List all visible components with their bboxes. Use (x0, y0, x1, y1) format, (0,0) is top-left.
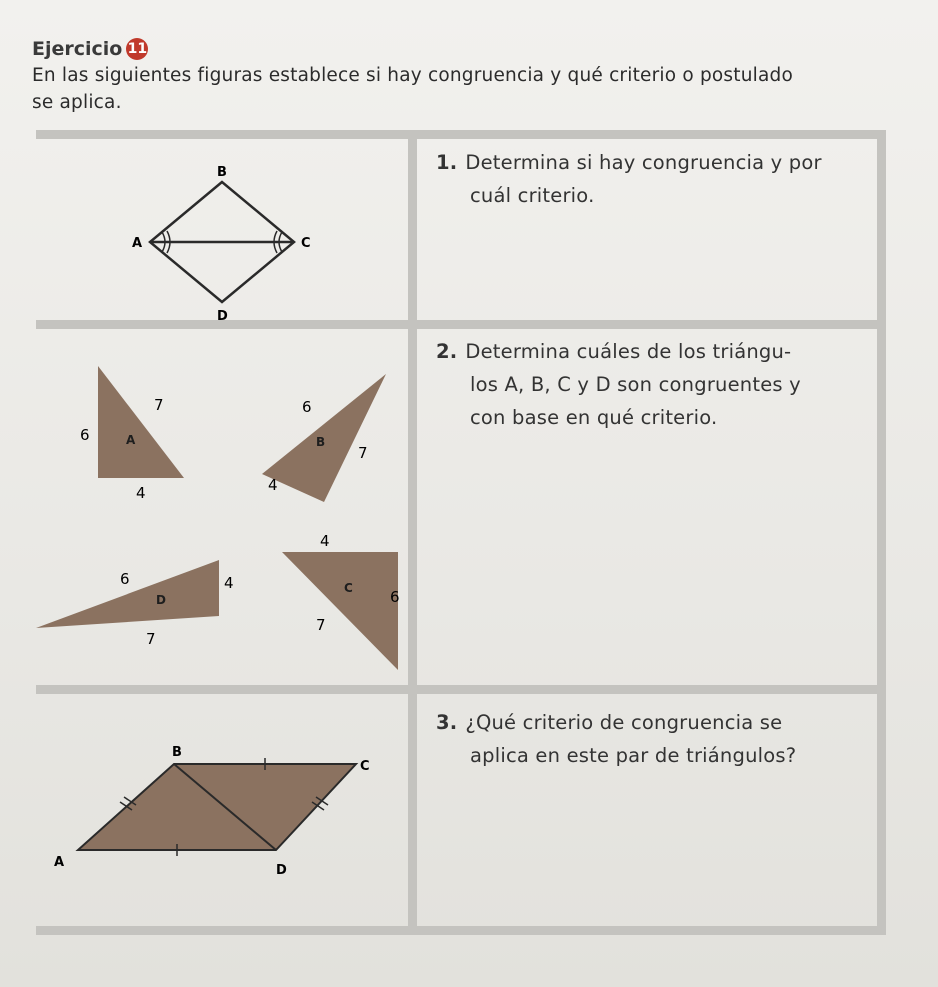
triangle-a-label: A (126, 433, 136, 447)
triangle-a-side-3: 4 (136, 484, 146, 502)
label-b: B (172, 745, 182, 760)
question-3-line-2: aplica en este par de triángulos? (470, 744, 797, 767)
triangle-b-side-2: 7 (358, 444, 368, 462)
exercise-title (32, 38, 912, 60)
question-1 (436, 146, 876, 212)
question-2 (436, 335, 876, 434)
exercise-label: Ejercicio (32, 38, 123, 60)
exercise-grid (36, 130, 886, 935)
label-d: D (276, 863, 287, 878)
triangle-a (98, 366, 184, 478)
grid-line-right (877, 130, 886, 935)
label-d: D (217, 309, 228, 320)
triangle-c-label: C (344, 581, 353, 595)
label-a: A (132, 236, 143, 251)
grid-line-middle (408, 130, 417, 935)
exercise-header (32, 38, 912, 116)
parallelogram (78, 764, 356, 850)
exercise-instruction (32, 62, 912, 116)
question-3-number: 3. (436, 711, 458, 734)
grid-line-row2 (36, 685, 886, 694)
triangle-d-side-3: 7 (146, 630, 156, 648)
question-2-line-2: los A, B, C y D son congruentes y (470, 373, 801, 396)
question-1-line-2: cuál criterio. (470, 184, 595, 207)
question-2-number: 2. (436, 340, 458, 363)
label-a: A (54, 855, 65, 870)
triangle-a-side-1: 7 (154, 396, 164, 414)
question-3-line-1: ¿Qué criterio de congruencia se (465, 711, 783, 734)
triangle-c-side-3: 7 (316, 616, 326, 634)
label-c: C (301, 236, 311, 251)
question-3 (436, 706, 876, 772)
grid-line-row1 (36, 320, 886, 329)
figure-3-parallelogram (36, 740, 406, 920)
triangle-c-side-1: 4 (320, 532, 330, 550)
triangle-a-side-2: 6 (80, 426, 90, 444)
label-c: C (360, 759, 370, 774)
instruction-line-1: En las siguientes figuras establece si hay congruencia y qué criterio o postulado (32, 65, 793, 86)
triangle-c-side-2: 6 (390, 588, 400, 606)
question-2-line-3: con base en qué criterio. (470, 406, 718, 429)
triangle-b-side-1: 6 (302, 398, 312, 416)
triangle-d-label: D (156, 593, 166, 607)
triangle-d-side-1: 6 (120, 570, 130, 588)
label-b: B (217, 165, 227, 180)
question-2-line-1: Determina cuáles de los triángu- (465, 340, 792, 363)
grid-line-bottom (36, 926, 886, 935)
instruction-line-2: se aplica. (32, 92, 122, 113)
triangle-b-side-3: 4 (268, 476, 278, 494)
grid-line-top (36, 130, 886, 139)
triangle-c (282, 552, 398, 670)
triangle-b-label: B (316, 435, 326, 449)
question-1-line-1: Determina si hay congruencia y por (465, 151, 822, 174)
triangle-d-side-2: 4 (224, 574, 234, 592)
exercise-number-badge: 11 (126, 38, 148, 60)
figure-2-triangles (36, 330, 406, 680)
figure-1-rhombus (96, 160, 356, 320)
question-1-number: 1. (436, 151, 458, 174)
